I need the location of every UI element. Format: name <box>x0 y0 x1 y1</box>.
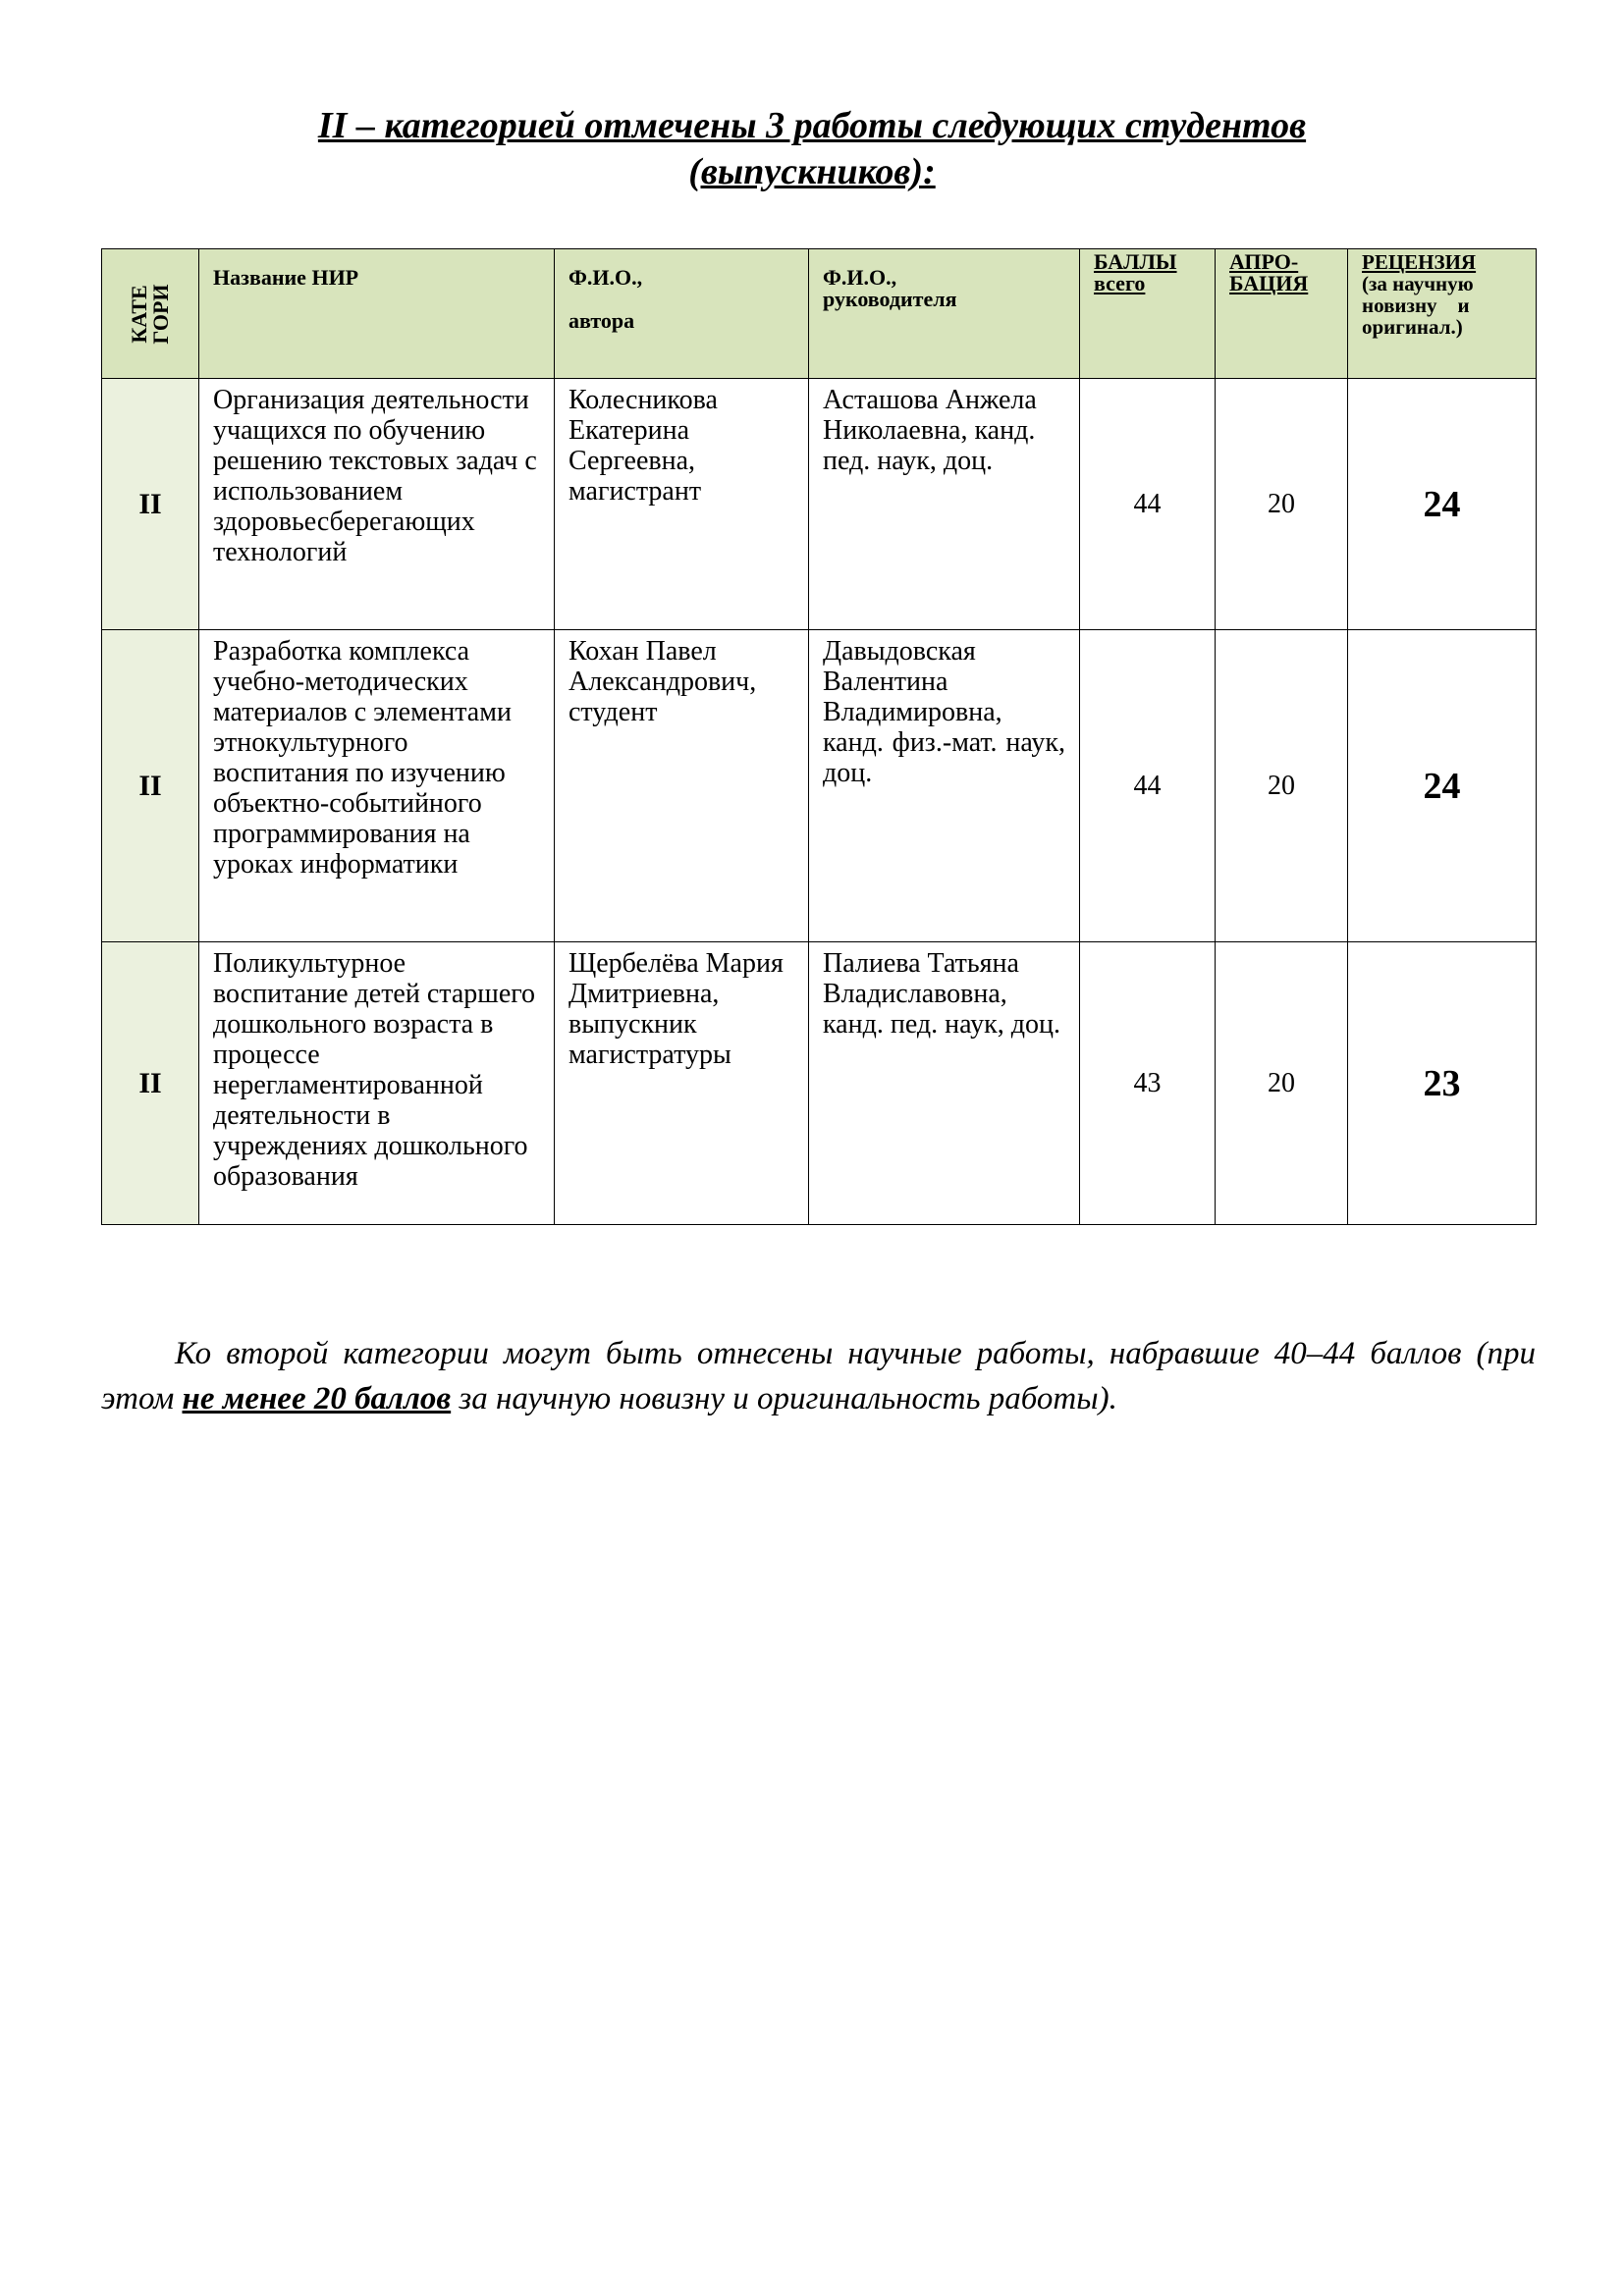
page-heading: II – категорией отмечены 3 работы следующих студентов <box>317 105 1307 146</box>
row-review: 23 <box>1348 942 1537 1225</box>
row-approbation: 20 <box>1216 379 1348 630</box>
note-emphasis: не менее 20 баллов <box>182 1381 452 1416</box>
header-author: Ф.И.О., автора <box>555 249 809 379</box>
row-review: 24 <box>1348 630 1537 942</box>
row-review: 24 <box>1348 379 1537 630</box>
results-table <box>101 248 1537 1225</box>
row-author: Колесникова Екатерина Сергеевна, магистрант <box>555 379 809 630</box>
header-total: БАЛЛЫ всего <box>1080 249 1216 379</box>
row-total: 44 <box>1080 379 1216 630</box>
header-approbation: АПРО- БАЦИЯ <box>1216 249 1348 379</box>
header-category: КАТЕ ГОРИ <box>102 249 199 379</box>
row-category: II <box>102 942 199 1225</box>
row-supervisor: Палиева Татьяна Владиславовна, канд. пед. наук, доц. <box>809 942 1080 1225</box>
row-title: Организация деятельности учащихся по обучению решению текстовых задач с использованием здоровьесберегающих технологий <box>199 379 555 630</box>
row-category: II <box>102 379 199 630</box>
table-row <box>102 630 1537 942</box>
row-total: 43 <box>1080 942 1216 1225</box>
table-row <box>102 942 1537 1225</box>
table-row <box>102 379 1537 630</box>
row-category: II <box>102 630 199 942</box>
row-approbation: 20 <box>1216 630 1348 942</box>
header-review: РЕЦЕНЗИЯ (за научную новизну и оригинал.) <box>1348 249 1537 379</box>
table-header-row <box>102 249 1537 379</box>
row-supervisor: Асташова Анжела Николаевна, канд. пед. наук, доц. <box>809 379 1080 630</box>
row-author: Кохан Павел Александрович, студент <box>555 630 809 942</box>
row-supervisor: Давыдовская Валентина Владимировна, канд. физ.-мат. наук, доц. <box>809 630 1080 942</box>
row-title: Поликультурное воспитание детей старшего дошкольного возраста в процессе нерегламентированной деятельности в учреждениях дошкольного образования <box>199 942 555 1225</box>
header-title: Название НИР <box>199 249 555 379</box>
header-supervisor: Ф.И.О., руководителя <box>809 249 1080 379</box>
row-author: Щербелёва Мария Дмитриевна, выпускник магистратуры <box>555 942 809 1225</box>
row-approbation: 20 <box>1216 942 1348 1225</box>
page-heading-continued: (выпускников): <box>688 151 936 192</box>
row-total: 44 <box>1080 630 1216 942</box>
row-title: Разработка комплекса учебно-методических материалов с элементами этнокультурного воспитания по изучению объектно-событийного программирования на уроках информатики <box>199 630 555 942</box>
category-note: Ко второй категории могут быть отнесены научные работы, набравшие 40–44 баллов (при этом не менее 20 баллов за научную новизну и оригинальность работы). <box>101 1336 1536 1416</box>
